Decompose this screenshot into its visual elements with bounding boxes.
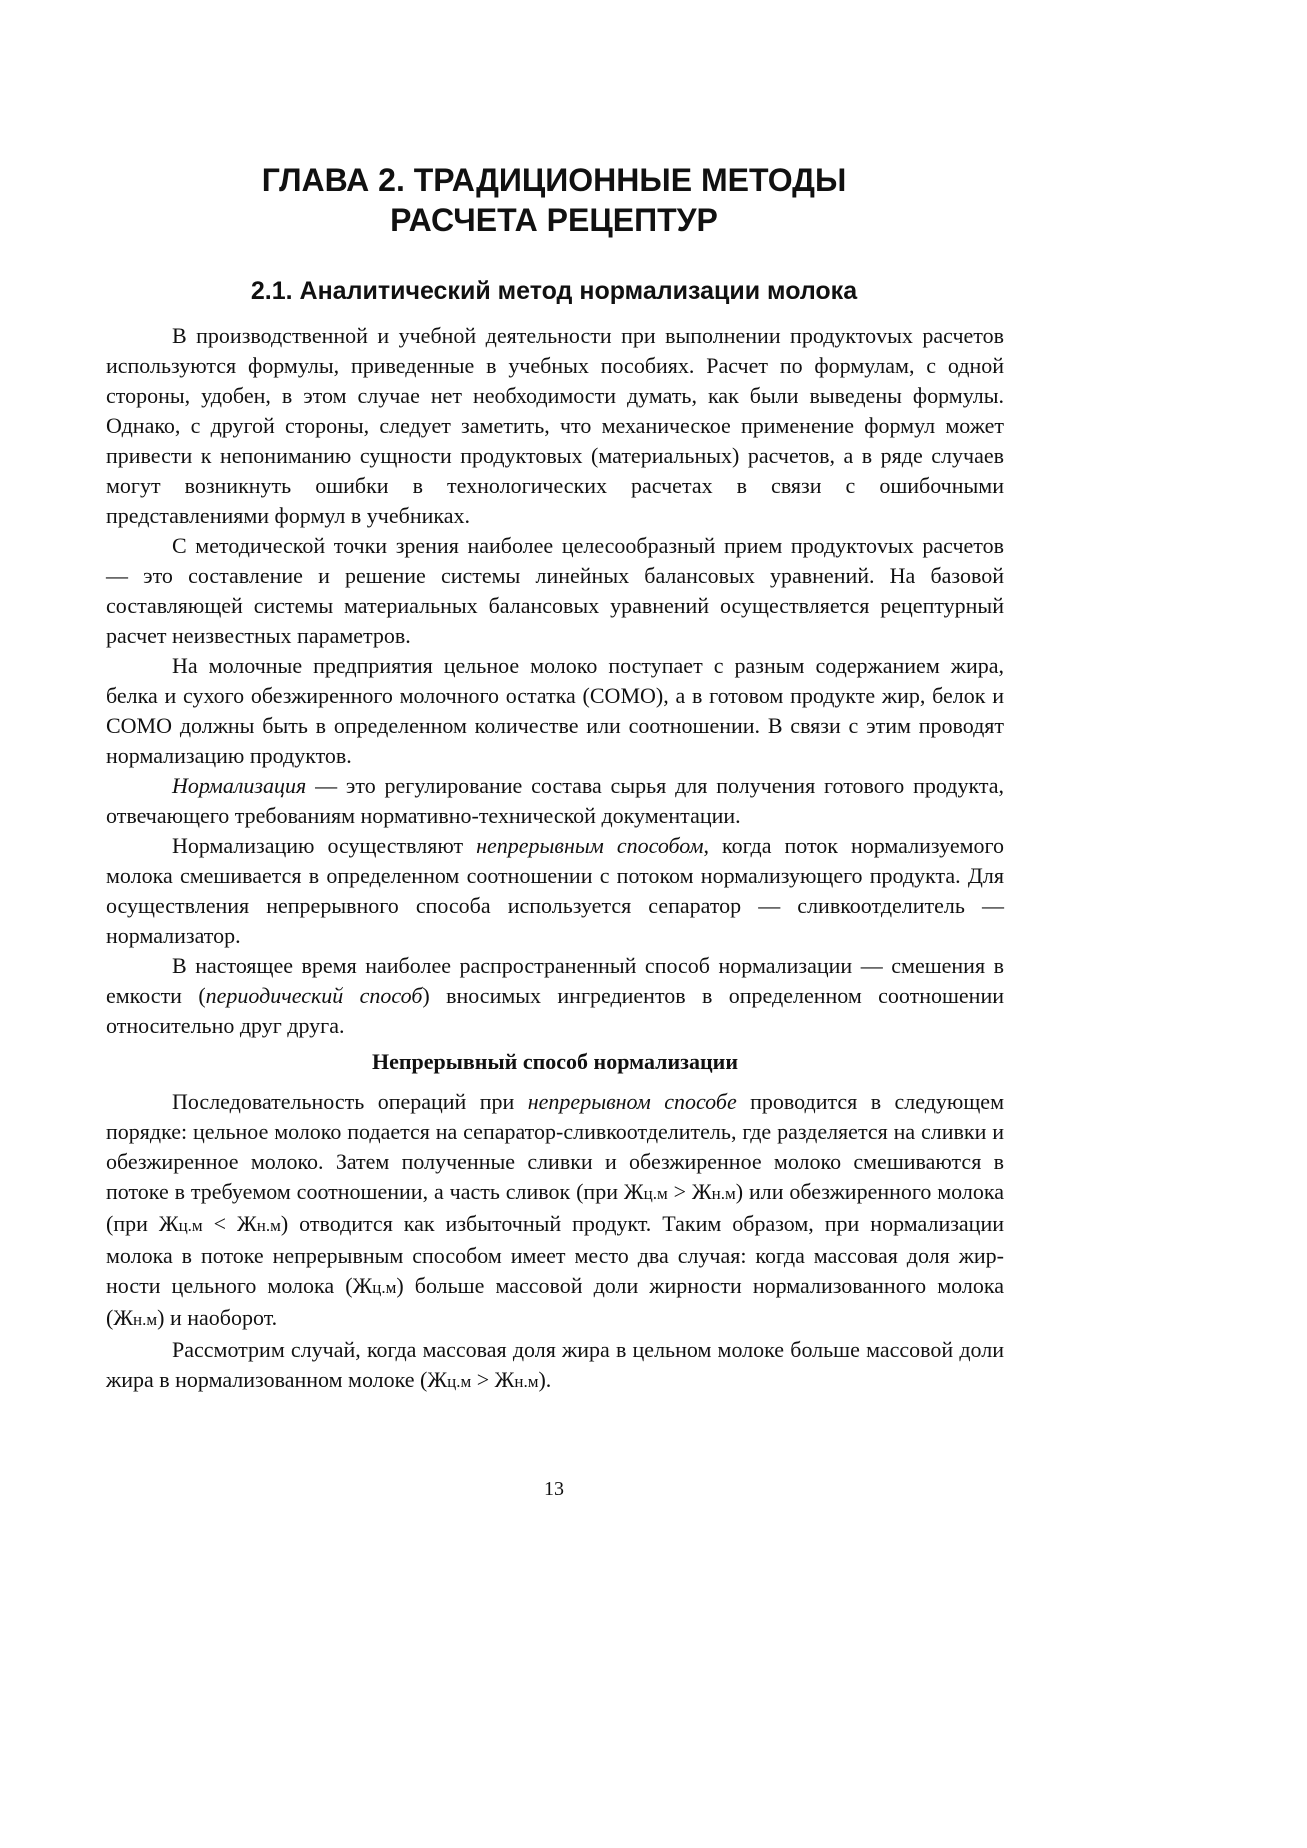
- term-continuous-method: непрерывным способом: [476, 833, 704, 858]
- paragraph-4-text: — это регулирование состава сырья для получения готового продукта, отвечающего требованиям нормативно-технической документации.: [106, 773, 1004, 828]
- paragraph-7-text-b: проводится в следующем порядке: цельное молоко подается на сепаратор-сливкоотделитель, где разделяется на сливки и обезжиренное молоко. Затем полученные сливки и обезжиренное молоко смешиваются в потоке в требуемом соотношении, а часть сливок (при: [106, 1089, 1004, 1204]
- paragraph-7-text-a: Последовательность операций при: [172, 1089, 528, 1114]
- symbol-zh-nm: Жн.м: [113, 1305, 158, 1330]
- chapter-title-line-1: ГЛАВА 2. ТРАДИЦИОННЫЕ МЕТОДЫ: [261, 162, 847, 198]
- paragraph-5-text-a: Нормализацию осуществляют: [172, 833, 477, 858]
- paragraph-8: [106, 1335, 1004, 1397]
- paragraph-6: [106, 951, 1004, 1041]
- paragraph-7-text-e: ) больше массовой доли жирности нормализованного молока (: [106, 1273, 1004, 1330]
- subheading-continuous-method: Непрерывный способ нормализации: [371, 1049, 739, 1074]
- paragraph-2: С методической точки зрения наиболее целесообразный прием продуктоvых расчетов — это составление и решение системы линейных балансовых уравнений. На базовой составляющей системы материальных балансовых уравнений осуществляется рецептурный расчет неизвестных параметров.: [106, 533, 1004, 648]
- paragraph-5: [106, 831, 1004, 951]
- chapter-title: [0, 160, 1108, 240]
- paragraph-7-text-c: ) или обезжиренного молока (при: [106, 1179, 1004, 1236]
- paragraph-4: [106, 771, 1004, 831]
- paragraph-5-text-b: , когда поток нормализуемого молока смешивается в определенном соотношении с потоком нормализующего продукта. Для осуществления непрерывного способа используется сепаратор — сливкоотделитель — нормализатор.: [106, 833, 1004, 948]
- page-number: 13: [544, 1478, 564, 1500]
- term-periodic-method: периодический способ: [205, 983, 423, 1008]
- body-text: [106, 321, 1004, 1397]
- paragraph-6-text-b: ) вносимых ингредиентов в определенном соотношении относительно друг друга.: [106, 983, 1005, 1038]
- paragraph-8-text-b: ).: [538, 1367, 552, 1392]
- formula-cm-gt-nm: Жц.м > Жн.м: [623, 1179, 736, 1204]
- symbol-zh-cm: Жц.м: [352, 1273, 397, 1298]
- section-title: 2.1. Аналитический метод нормализации молока: [250, 277, 858, 305]
- term-normalization: Нормализация: [172, 773, 307, 798]
- paragraph-7-text-f: ) и наоборот.: [157, 1305, 278, 1330]
- chapter-title-line-2: РАСЧЕТА РЕЦЕПТУР: [390, 202, 718, 238]
- formula-cm-gt-nm-2: Жц.м > Жн.м: [427, 1367, 539, 1392]
- paragraph-8-text-a: Рассмотрим случай, когда массовая доля жира в цельном молоке больше массовой доли жира в нормализованном молоке (: [106, 1337, 1004, 1392]
- paragraph-7: [106, 1087, 1004, 1335]
- paragraph-3: На молочные предприятия цельное молоко поступает с разным содержанием жира, белка и сухого обезжиренного молочного остатка (СОМО), а в готовом продукте жир, белок и СОМО должны быть в определенном количестве или соотношении. В связи с этим проводят нормализацию продуктов.: [106, 653, 1004, 768]
- formula-cm-lt-nm: Жц.м < Жн.м: [158, 1211, 281, 1236]
- paragraph-1: В производственной и учебной деятельности при выполнении продуктоvых расчетов используются формулы, приведенные в учебных пособиях. Расчет по формулам, с одной стороны, удобен, в этом случае нет необходимости думать, как были выведены формулы. Однако, с другой стороны, следует заметить, что механическое применение формул может привести к непониманию сущности продуктовых (материальных) расчетов, а в ряде случаев могут возникнуть ошибки в технологических расчетах в связи с ошибочными представлениями формул в учебниках.: [106, 323, 1004, 528]
- term-continuous-method-2: непрерывном способе: [527, 1089, 737, 1114]
- paragraph-7-text-d: ) отводится как избыточный продукт. Таким образом, при нормализации молока в потоке непрерывным способом имеет место два случая: когда массовая доля жирности цельного молока (: [106, 1211, 1004, 1298]
- paragraph-6-text-a: В настоящее время наиболее распространенный способ нормализации — смешения в емкости (: [106, 953, 1004, 1008]
